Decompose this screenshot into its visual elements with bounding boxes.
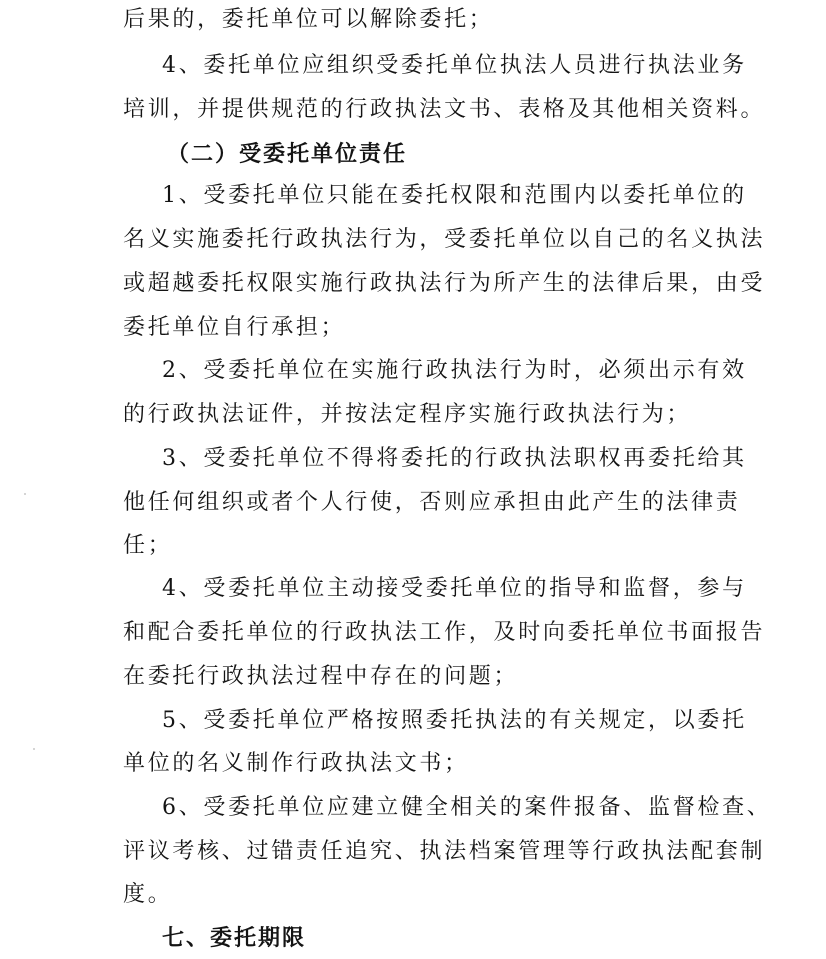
text-line: 名义实施委托行政执法行为，受委托单位以自己的名义执法 <box>123 227 766 252</box>
scan-speck <box>33 748 35 750</box>
text-line: 任； <box>123 533 173 558</box>
text-line: 度。 <box>123 882 173 907</box>
text-line: 或超越委托权限实施行政执法行为所产生的法律后果，由受 <box>123 271 766 296</box>
text-line: 委托单位自行承担； <box>123 315 346 340</box>
text-line: 单位的名义制作行政执法文书； <box>123 751 469 776</box>
text-line: 和配合委托单位的行政执法工作，及时向委托单位书面报告 <box>123 620 766 645</box>
text-line: 后果的，委托单位可以解除委托； <box>123 7 494 32</box>
text-line: 的行政执法证件，并按法定程序实施行政执法行为； <box>123 402 692 427</box>
text-line: 在委托行政执法过程中存在的问题； <box>123 664 519 689</box>
text-line: 1、受委托单位只能在委托权限和范围内以委托单位的 <box>162 183 747 208</box>
text-line: 5、受委托单位严格按照委托执法的有关规定，以委托 <box>162 708 747 733</box>
text-line: 他任何组织或者个人行使，否则应承担由此产生的法律责 <box>123 490 741 515</box>
section-heading: 七、委托期限 <box>162 925 307 951</box>
text-line: 4、受委托单位主动接受委托单位的指导和监督，参与 <box>162 576 747 601</box>
section-heading: （二）受委托单位责任 <box>167 141 408 167</box>
text-line: 4、委托单位应组织受委托单位执法人员进行执法业务 <box>162 53 747 78</box>
text-line: 3、受委托单位不得将委托的行政执法职权再委托给其 <box>162 446 747 471</box>
text-line: 2、受委托单位在实施行政执法行为时，必须出示有效 <box>162 358 747 383</box>
text-line: 培训，并提供规范的行政执法文书、表格及其他相关资料。 <box>123 97 766 122</box>
text-line: 6、受委托单位应建立健全相关的案件报备、监督检查、 <box>162 795 772 820</box>
text-line: 评议考核、过错责任追究、执法档案管理等行政执法配套制 <box>123 839 766 864</box>
scan-speck <box>24 493 26 495</box>
